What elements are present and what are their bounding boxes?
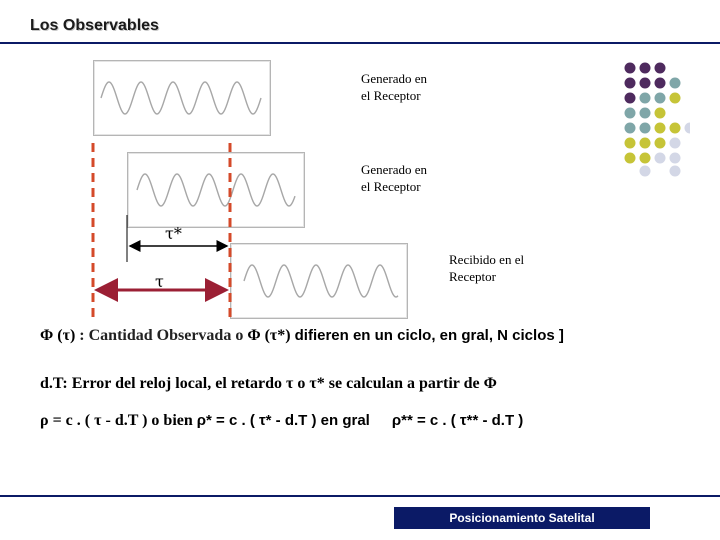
pseudorange-double-star-equation: ρ** = c . ( τ** - d.T ) [391,412,524,429]
label-line: Receptor [449,269,496,284]
phi-tau-star-symbol: Φ (τ*) [247,327,291,344]
pseudorange-equation: ρ = c . ( τ - d.T ) o bien [40,412,193,429]
observed-quantity-text: : Cantidad Observada o [79,327,244,344]
label-line: el Receptor [361,88,421,103]
label-line: Generado en [361,71,428,86]
footer-label: Posicionamiento Satelital [449,511,595,525]
phi-tau-symbol: Φ (τ) [40,327,76,344]
tau-label: τ [155,272,164,291]
footer-badge [394,507,650,529]
observable-definition-line [40,327,564,345]
label-line: el Receptor [361,179,421,194]
label-line: Recibido en el [449,252,525,267]
label-received [449,251,524,285]
clock-error-line: d.T: Error del reloj local, el retardo τ o τ* se calculan a partir de Φ [40,375,497,392]
tau-star-label: τ* [165,224,182,243]
footer-divider [0,495,720,497]
label-generated-1 [361,70,427,104]
pseudorange-star-equation: ρ* = c . ( τ* - d.T ) en gral [196,412,370,429]
pseudorange-equation-line [40,412,523,430]
label-generated-2 [361,161,427,195]
label-line: Generado en [361,162,428,177]
page-title: Los Observables [30,17,159,34]
cycle-difference-text: difieren en un ciclo, en gral, N ciclos ] [294,327,564,344]
